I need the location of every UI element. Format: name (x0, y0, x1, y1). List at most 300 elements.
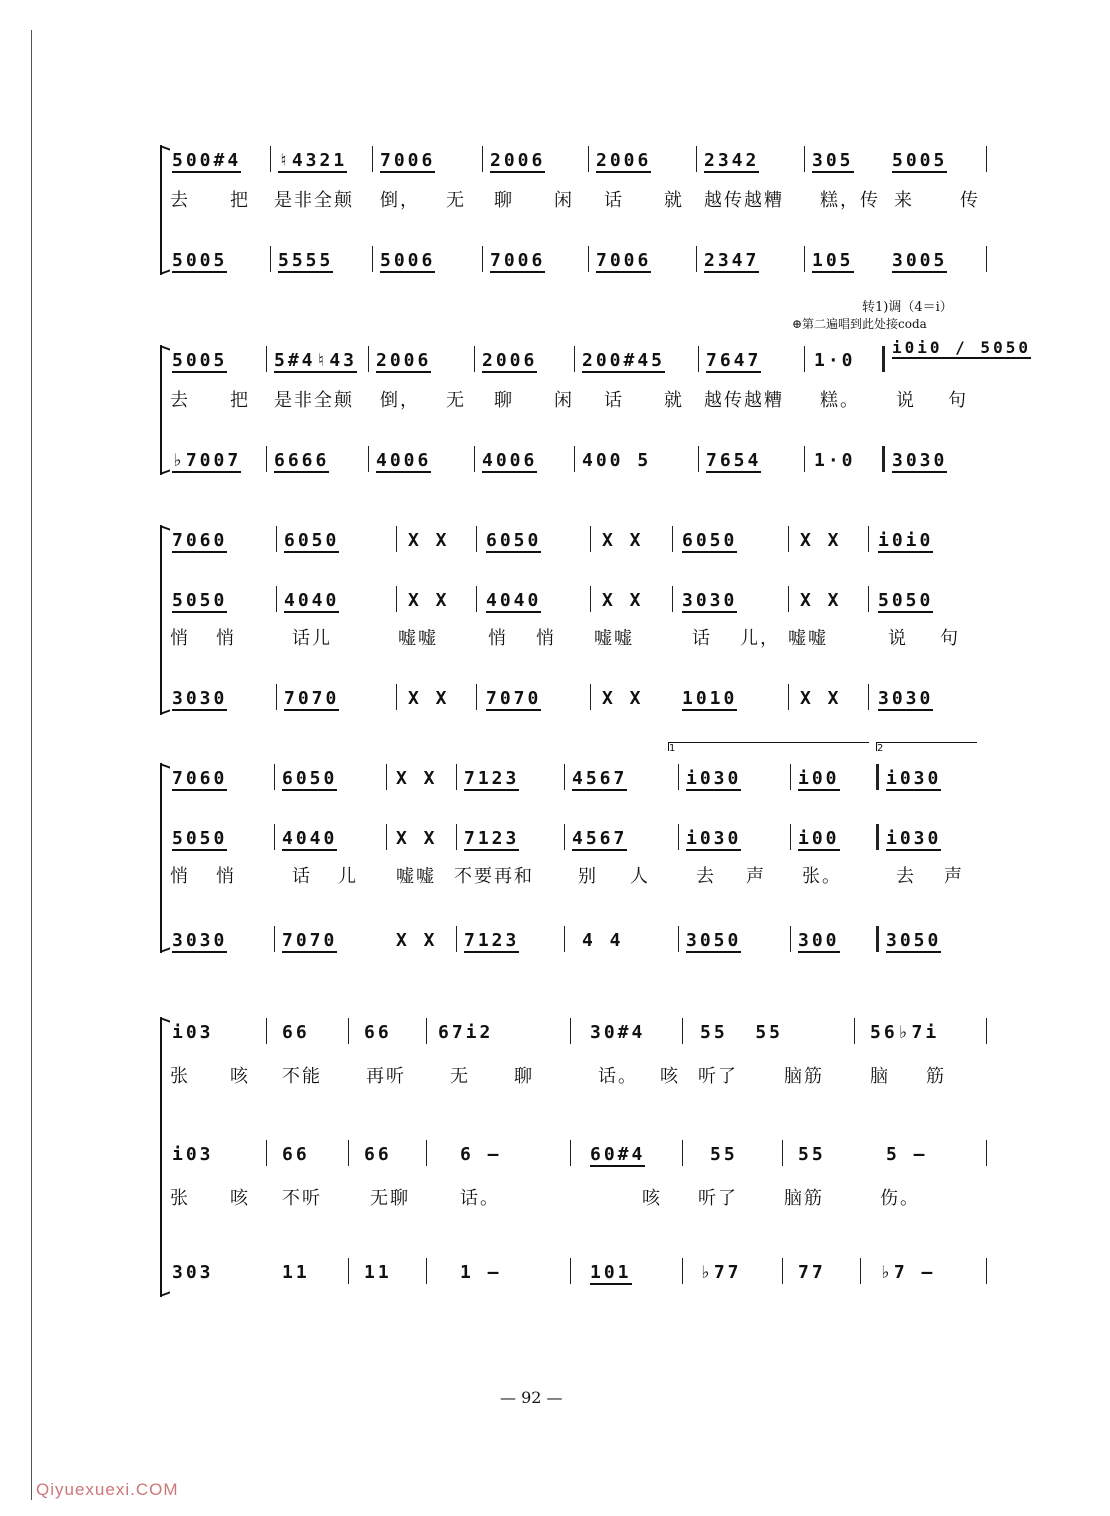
measure: 5005 (892, 150, 948, 171)
barline (270, 146, 271, 172)
lyric: 闲 (554, 190, 574, 211)
measure: 5555 (278, 250, 334, 271)
measure: 7006 (596, 250, 652, 271)
lyric: 咳 (230, 1188, 250, 1209)
barline (270, 246, 271, 272)
barline (804, 446, 805, 472)
measure: 4567 (572, 768, 628, 789)
measure: 4040 (282, 828, 338, 849)
lyric: 无 (450, 1066, 470, 1087)
score-system-4 (160, 743, 990, 958)
measure: 2006 (482, 350, 538, 371)
barline (698, 346, 699, 372)
measure: 2006 (596, 150, 652, 171)
barline (348, 1258, 349, 1284)
barline (476, 586, 477, 612)
measure: 500#4 (172, 150, 242, 171)
barline (396, 526, 397, 552)
measure: X X (396, 930, 438, 951)
measure: 7070 (486, 688, 542, 709)
measure: X X (602, 590, 644, 611)
measure: X X (800, 688, 842, 709)
barline (790, 824, 791, 850)
measure: i030 (686, 768, 742, 789)
barline (570, 1258, 571, 1284)
lyric: 悄 (170, 628, 190, 649)
barline (788, 684, 789, 710)
measure: 60#4 (590, 1144, 646, 1165)
measure: 3050 (886, 930, 942, 951)
measure: 67i2 (438, 1022, 494, 1043)
lyric: 儿 (338, 866, 358, 887)
lyric: 嘘嘘 (594, 628, 634, 649)
barline (790, 926, 791, 952)
lyric: 越传越糟 (704, 190, 784, 211)
lyric: 去 (170, 190, 190, 211)
lyric: 传 (960, 190, 980, 211)
measure: 3030 (172, 930, 228, 951)
measure: 5005 (172, 350, 228, 371)
measure: 4040 (284, 590, 340, 611)
measure: 3005 (892, 250, 948, 271)
barline (372, 246, 373, 272)
barline (788, 526, 789, 552)
barline (426, 1018, 427, 1044)
lyric: 咳 (642, 1188, 662, 1209)
measure: 2006 (490, 150, 546, 171)
measure: 5050 (878, 590, 934, 611)
lyric: 别 (578, 866, 598, 887)
lyrics-line (170, 386, 990, 414)
lyric: 悄 (536, 628, 556, 649)
lyric: 说 (888, 628, 908, 649)
lyric: 儿， (740, 628, 780, 649)
measure: 4006 (482, 450, 538, 471)
lyric: 悄 (170, 866, 190, 887)
barline (482, 246, 483, 272)
barline (386, 764, 387, 790)
repeat-barline (882, 446, 885, 472)
measure: i030 (886, 828, 942, 849)
lyric: 越传越糟 (704, 390, 784, 411)
barline (274, 824, 275, 850)
lyric: 声 (944, 866, 964, 887)
lyric: 把 (230, 390, 250, 411)
soprano-notes (170, 768, 990, 798)
measure: 5006 (380, 250, 436, 271)
system-bracket (160, 763, 166, 953)
barline (482, 146, 483, 172)
lyric: 是非全颠 (274, 190, 354, 211)
measure: 2347 (704, 250, 760, 271)
system-bracket (160, 1017, 166, 1297)
measure: i03 (172, 1022, 214, 1043)
measure: 305 (812, 150, 854, 171)
lyric: 听了 (698, 1066, 738, 1087)
score-system-3 (160, 520, 990, 720)
measure: 1·0 (814, 350, 856, 371)
measure: 5#4♮43 (274, 350, 358, 371)
barline (804, 146, 805, 172)
barline (570, 1018, 571, 1044)
page-margin-rule (31, 30, 32, 1500)
barline (574, 446, 575, 472)
barline (386, 824, 387, 850)
volta-2: 2 (876, 742, 977, 751)
barline (590, 684, 591, 710)
barline (426, 1258, 427, 1284)
lyric: 去 (896, 866, 916, 887)
lyric: 张。 (802, 866, 842, 887)
lyric: 倒， (380, 390, 420, 411)
measure: 101 (590, 1262, 632, 1283)
lyric: 无 (446, 190, 466, 211)
measure: 11 (364, 1262, 392, 1283)
barline (456, 824, 457, 850)
barline (788, 586, 789, 612)
lyric: 人 (630, 866, 650, 887)
measure: i030 (686, 828, 742, 849)
lyric: 把 (230, 190, 250, 211)
lyric: 不听 (282, 1188, 322, 1209)
lyric: 句 (940, 628, 960, 649)
lyrics-line (170, 1184, 990, 1212)
barline (348, 1140, 349, 1166)
watermark: Qiyuexuexi.COM (36, 1480, 179, 1499)
lyric: 话 (292, 866, 312, 887)
measure: 6050 (486, 530, 542, 551)
barline (564, 824, 565, 850)
measure: 7060 (172, 530, 228, 551)
barline (868, 586, 869, 612)
lyric: 糕，传 (820, 190, 880, 211)
lyric: 闲 (554, 390, 574, 411)
lyric: 说 (896, 390, 916, 411)
barline (804, 346, 805, 372)
measure: 5 – (886, 1144, 928, 1165)
measure: 7654 (706, 450, 762, 471)
measure: i0i0 / 5050 (892, 338, 1031, 357)
measure: 4040 (486, 590, 542, 611)
measure: 4567 (572, 828, 628, 849)
barline (860, 1258, 861, 1284)
lyric: 脑筋 (784, 1066, 824, 1087)
measure: X X (800, 590, 842, 611)
barline (266, 1140, 267, 1166)
measure: 66 (364, 1022, 392, 1043)
lyric: 话 (604, 390, 624, 411)
measure: 5050 (172, 590, 228, 611)
measure: 105 (812, 250, 854, 271)
measure: 2006 (376, 350, 432, 371)
lyric: 就 (664, 390, 684, 411)
barline (368, 446, 369, 472)
lyric: 就 (664, 190, 684, 211)
measure: i030 (886, 768, 942, 789)
barline (672, 526, 673, 552)
lyric: 筋 (926, 1066, 946, 1087)
lyric: 嘘嘘 (398, 628, 438, 649)
measure: 66 (364, 1144, 392, 1165)
barline (396, 684, 397, 710)
barline (476, 526, 477, 552)
lyric: 话 (604, 190, 624, 211)
bass-notes (170, 250, 990, 280)
measure: 7070 (282, 930, 338, 951)
barline (426, 1140, 427, 1166)
barline (476, 684, 477, 710)
lyric: 话。 (460, 1188, 500, 1209)
barline (474, 346, 475, 372)
barline (782, 1140, 783, 1166)
measure: 6050 (284, 530, 340, 551)
barline (678, 926, 679, 952)
measure: 7123 (464, 768, 520, 789)
barline (696, 246, 697, 272)
measure: 3050 (686, 930, 742, 951)
lyric: 去 (170, 390, 190, 411)
lyric: 再听 (366, 1066, 406, 1087)
lyric: 话。 (598, 1066, 638, 1087)
measure: 6 – (460, 1144, 502, 1165)
system-bracket (160, 145, 166, 275)
lyric: 聊 (494, 390, 514, 411)
measure: ♭7007 (172, 450, 242, 471)
lyric: 脑筋 (784, 1188, 824, 1209)
measure: X X (396, 768, 438, 789)
barline (276, 526, 277, 552)
barline (266, 446, 267, 472)
measure: 5050 (172, 828, 228, 849)
barline (266, 1018, 267, 1044)
barline (672, 586, 673, 612)
lyric: 无聊 (370, 1188, 410, 1209)
measure: 400 5 (582, 450, 652, 471)
soprano-notes (170, 1022, 990, 1052)
volta-1: 1 (668, 742, 869, 751)
barline (590, 526, 591, 552)
barline (868, 684, 869, 710)
lyric: 来 (894, 190, 914, 211)
lyric: 倒， (380, 190, 420, 211)
measure: 7647 (706, 350, 762, 371)
measure: ♭77 (700, 1262, 742, 1283)
measure: 4006 (376, 450, 432, 471)
measure: i00 (798, 828, 840, 849)
lyric: 悄 (216, 866, 236, 887)
coda-note: ⊕第二遍唱到此处接coda (792, 317, 927, 331)
measure: 7123 (464, 930, 520, 951)
measure: 6666 (274, 450, 330, 471)
barline (348, 1018, 349, 1044)
repeat-barline (876, 824, 879, 850)
barline (564, 764, 565, 790)
barline (274, 926, 275, 952)
score-system-5 (160, 1012, 990, 1302)
measure: 5005 (172, 250, 228, 271)
lyrics-line (170, 862, 990, 890)
lyric: 悄 (216, 628, 236, 649)
measure: X X (396, 828, 438, 849)
soprano-notes (170, 338, 1031, 380)
measure: 6050 (682, 530, 738, 551)
lyric: 不要再和 (454, 866, 534, 887)
lyric: 无 (446, 390, 466, 411)
barline (678, 764, 679, 790)
measure: 11 (282, 1262, 310, 1283)
measure: i00 (798, 768, 840, 789)
lyric: 咳 (660, 1066, 680, 1087)
system-bracket (160, 525, 166, 715)
barline (696, 146, 697, 172)
system-bracket (160, 345, 166, 475)
measure: ♭7 – (880, 1262, 936, 1283)
repeat-barline (876, 764, 879, 790)
lyric: 嘘嘘 (788, 628, 828, 649)
bass-notes (170, 688, 990, 718)
barline (588, 246, 589, 272)
measure: 7070 (284, 688, 340, 709)
lyric: 张 (170, 1188, 190, 1209)
barline (570, 1140, 571, 1166)
soprano-notes (170, 530, 990, 560)
measure: 3030 (682, 590, 738, 611)
measure: ♮4321 (278, 150, 348, 171)
measure: 77 (798, 1262, 826, 1283)
barline (678, 824, 679, 850)
barline (564, 926, 565, 952)
barline (590, 586, 591, 612)
lyric: 话儿 (292, 628, 332, 649)
alto-notes (170, 590, 990, 620)
measure: 200#45 (582, 350, 666, 371)
measure: 66 (282, 1144, 310, 1165)
lyric: 不能 (282, 1066, 322, 1087)
barline (682, 1258, 683, 1284)
lyric: 悄 (488, 628, 508, 649)
bass-notes (170, 450, 990, 480)
lyrics-line (170, 1062, 990, 1090)
measure: 66 (282, 1022, 310, 1043)
lyric: 去 (696, 866, 716, 887)
barline (986, 246, 987, 272)
bass-notes (170, 930, 990, 960)
measure: 30#4 (590, 1022, 646, 1043)
soprano-notes (170, 150, 990, 180)
measure: i03 (172, 1144, 214, 1165)
barline (682, 1018, 683, 1044)
measure: 1010 (682, 688, 738, 709)
measure: 55 55 (700, 1022, 784, 1043)
key-change-note: 转1)调（4＝i） (862, 300, 953, 315)
measure: 300 (798, 930, 840, 951)
barline (574, 346, 575, 372)
measure: i0i0 (878, 530, 934, 551)
measure: 55 (798, 1144, 826, 1165)
barline (368, 346, 369, 372)
barline (396, 586, 397, 612)
measure: 1·0 (814, 450, 856, 471)
measure: 4 4 (582, 930, 624, 951)
lyric: 脑 (870, 1066, 890, 1087)
score-system-2 (160, 338, 1031, 480)
lyric: 张 (170, 1066, 190, 1087)
barline (868, 526, 869, 552)
barline (588, 146, 589, 172)
repeat-barline (876, 926, 879, 952)
lyric: 聊 (494, 190, 514, 211)
lyric: 聊 (514, 1066, 534, 1087)
barline (986, 1258, 987, 1284)
barline (276, 684, 277, 710)
measure: 7006 (380, 150, 436, 171)
measure: 7006 (490, 250, 546, 271)
alto-notes (170, 1144, 990, 1174)
measure: 2342 (704, 150, 760, 171)
barline (456, 764, 457, 790)
barline (790, 764, 791, 790)
barline (266, 346, 267, 372)
barline (456, 926, 457, 952)
barline (474, 446, 475, 472)
measure: X X (800, 530, 842, 551)
measure: 3030 (172, 688, 228, 709)
lyric: 听了 (698, 1188, 738, 1209)
barline (804, 246, 805, 272)
measure: X X (408, 530, 450, 551)
measure: 6050 (282, 768, 338, 789)
measure: 7123 (464, 828, 520, 849)
barline (986, 146, 987, 172)
measure: 3030 (892, 450, 948, 471)
barline (782, 1258, 783, 1284)
lyrics-line (170, 186, 990, 214)
barline (276, 586, 277, 612)
lyric: 句 (948, 390, 968, 411)
barline (986, 1140, 987, 1166)
measure: X X (408, 688, 450, 709)
measure: 3030 (878, 688, 934, 709)
measure: 55 (710, 1144, 738, 1165)
measure: X X (602, 530, 644, 551)
lyric: 声 (746, 866, 766, 887)
barline (854, 1018, 855, 1044)
barline (372, 146, 373, 172)
measure: X X (408, 590, 450, 611)
lyrics-line (170, 624, 990, 652)
score-system-1 (160, 140, 990, 280)
measure: 1 – (460, 1262, 502, 1283)
lyric: 话 (692, 628, 712, 649)
lyric: 嘘嘘 (396, 866, 436, 887)
repeat-barline (882, 346, 885, 372)
lyric: 伤。 (880, 1188, 920, 1209)
measure: 7060 (172, 768, 228, 789)
measure: 303 (172, 1262, 214, 1283)
alto-notes (170, 828, 990, 858)
page-number: — 92 — (500, 1388, 563, 1407)
barline (682, 1140, 683, 1166)
lyric: 糕。 (820, 390, 860, 411)
bass-notes (170, 1262, 990, 1292)
lyric: 是非全颠 (274, 390, 354, 411)
barline (986, 1018, 987, 1044)
lyric: 咳 (230, 1066, 250, 1087)
measure: X X (602, 688, 644, 709)
barline (698, 446, 699, 472)
measure: 56♭7i (870, 1022, 940, 1043)
barline (274, 764, 275, 790)
